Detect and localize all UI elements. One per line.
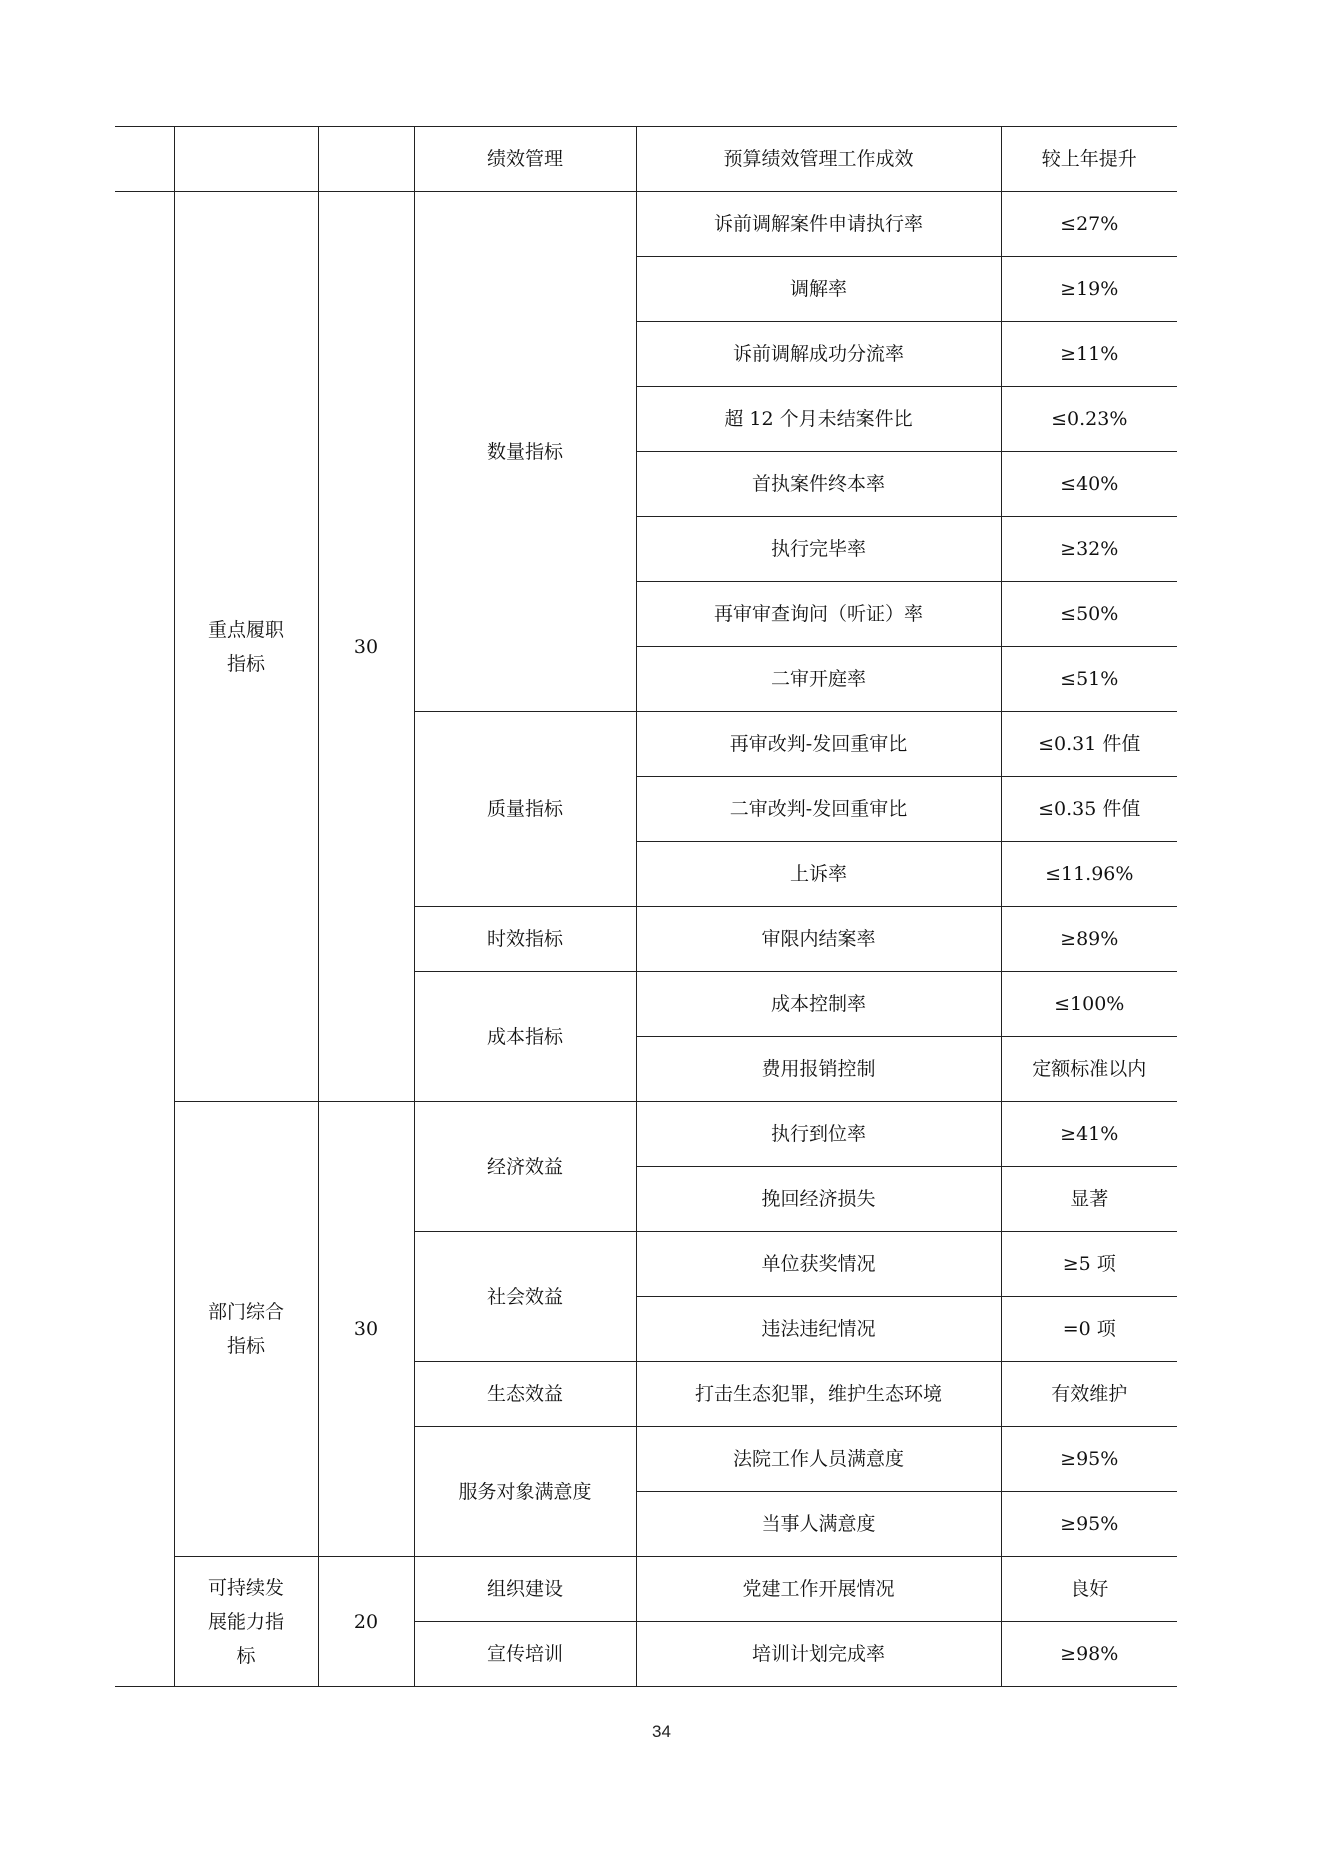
category-label: 部门综合指标: [207, 1301, 284, 1357]
table-cell-item: 调解率: [636, 257, 1001, 322]
table-cell-target: ≤50%: [1001, 582, 1177, 647]
table-cell-target: ≥95%: [1001, 1427, 1177, 1492]
table-cell-category: [174, 192, 318, 1102]
table-cell-subindicator: 经济效益: [414, 1102, 636, 1232]
table-cell-target: ≤51%: [1001, 647, 1177, 712]
table-cell-item: 首执案件终本率: [636, 452, 1001, 517]
table-cell-target: ≥89%: [1001, 907, 1177, 972]
table-cell-category: [174, 1102, 318, 1557]
performance-indicator-table: [115, 126, 1177, 1687]
table-cell-target: ≥95%: [1001, 1492, 1177, 1557]
table-cell-item: 审限内结案率: [636, 907, 1001, 972]
table-cell-subindicator: 成本指标: [414, 972, 636, 1102]
table-cell-subindicator: 社会效益: [414, 1232, 636, 1362]
table-cell-item: 党建工作开展情况: [636, 1557, 1001, 1622]
table-cell-item: 违法违纪情况: [636, 1297, 1001, 1362]
table-header-row: [115, 127, 1177, 192]
table-cell-item: 预算绩效管理工作成效: [636, 127, 1001, 192]
table-cell-item: 执行到位率: [636, 1102, 1001, 1167]
table-cell-item: 挽回经济损失: [636, 1167, 1001, 1232]
table-cell-item: 诉前调解案件申请执行率: [636, 192, 1001, 257]
table-cell-target: ≤100%: [1001, 972, 1177, 1037]
table-cell-subindicator: 宣传培训: [414, 1622, 636, 1687]
table-row: [115, 192, 1177, 257]
table-cell-item: 费用报销控制: [636, 1037, 1001, 1102]
table-cell-blank: [115, 127, 174, 192]
table-cell-target: 定额标准以内: [1001, 1037, 1177, 1102]
table-cell-score: 20: [318, 1557, 414, 1687]
table-cell-subindicator: 生态效益: [414, 1362, 636, 1427]
table-cell-target: ≤40%: [1001, 452, 1177, 517]
category-label: 重点履职指标: [207, 618, 284, 675]
table-cell-item: 单位获奖情况: [636, 1232, 1001, 1297]
category-label: 可持续发展能力指标: [207, 1576, 284, 1667]
table-cell-subindicator: 服务对象满意度: [414, 1427, 636, 1557]
table-cell-subindicator: 组织建设: [414, 1557, 636, 1622]
table-cell-score: [318, 127, 414, 192]
table-cell-target: =0 项: [1001, 1297, 1177, 1362]
table-cell-target: ≤27%: [1001, 192, 1177, 257]
table-cell-item: 诉前调解成功分流率: [636, 322, 1001, 387]
table-cell-target: 良好: [1001, 1557, 1177, 1622]
table-row: [115, 1557, 1177, 1622]
table-cell-target: 有效维护: [1001, 1362, 1177, 1427]
table-cell-item: 二审改判-发回重审比: [636, 777, 1001, 842]
table-cell-target: ≥98%: [1001, 1622, 1177, 1687]
table-cell-target: ≤0.31 件值: [1001, 712, 1177, 777]
table-cell-item: 执行完毕率: [636, 517, 1001, 582]
table-cell-subindicator: 绩效管理: [414, 127, 636, 192]
table-cell-score: 30: [318, 192, 414, 1102]
table-cell-target: ≥5 项: [1001, 1232, 1177, 1297]
table-cell-target: ≥11%: [1001, 322, 1177, 387]
table-cell-target: ≤11.96%: [1001, 842, 1177, 907]
table-cell-category: [174, 127, 318, 192]
table-cell-target: ≥32%: [1001, 517, 1177, 582]
table-cell-target: ≥41%: [1001, 1102, 1177, 1167]
table-cell-category: [174, 1557, 318, 1687]
table-cell-target: 较上年提升: [1001, 127, 1177, 192]
table-cell-blank: [115, 192, 174, 1687]
table-cell-item: 打击生态犯罪，维护生态环境: [636, 1362, 1001, 1427]
table-cell-target: ≤0.23%: [1001, 387, 1177, 452]
table-cell-target: ≤0.35 件值: [1001, 777, 1177, 842]
table-cell-target: 显著: [1001, 1167, 1177, 1232]
table-row: [115, 1102, 1177, 1167]
page-number: 34: [652, 1722, 671, 1741]
table-cell-subindicator: 数量指标: [414, 192, 636, 712]
table-cell-item: 再审改判-发回重审比: [636, 712, 1001, 777]
table-cell-item: 上诉率: [636, 842, 1001, 907]
table-cell-item: 培训计划完成率: [636, 1622, 1001, 1687]
table-cell-subindicator: 质量指标: [414, 712, 636, 907]
table-cell-subindicator: 时效指标: [414, 907, 636, 972]
table-cell-item: 超 12 个月未结案件比: [636, 387, 1001, 452]
table-cell-item: 二审开庭率: [636, 647, 1001, 712]
table-cell-item: 当事人满意度: [636, 1492, 1001, 1557]
table-cell-target: ≥19%: [1001, 257, 1177, 322]
table-cell-item: 法院工作人员满意度: [636, 1427, 1001, 1492]
table-cell-score: 30: [318, 1102, 414, 1557]
table-cell-item: 成本控制率: [636, 972, 1001, 1037]
table-cell-item: 再审审查询问（听证）率: [636, 582, 1001, 647]
